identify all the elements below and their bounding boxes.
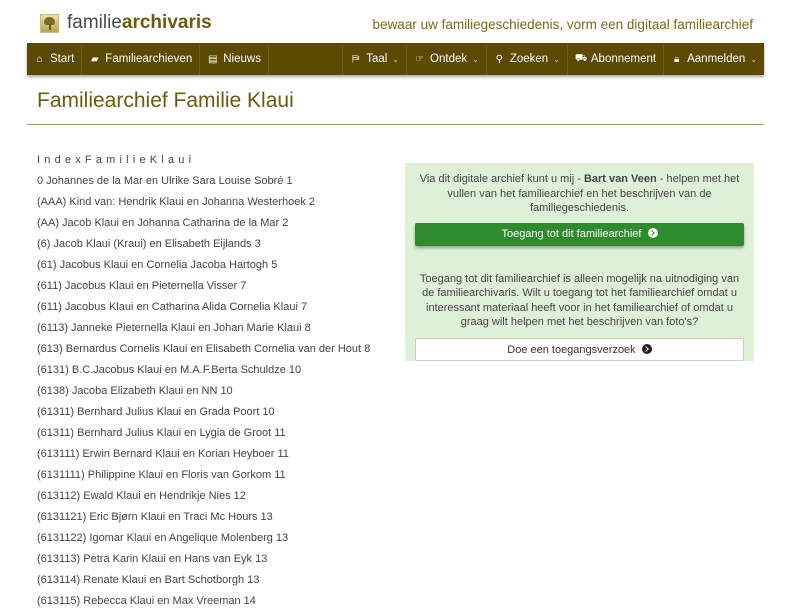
nav-item-label: Zoeken [509,53,549,65]
index-link[interactable]: (6131111) Philippine Klaui en Floris van Gorkom 11 [37,469,286,481]
language-icon: ⛿ [352,53,360,65]
chevron-down-icon: ⌄ [553,54,560,64]
chevron-down-icon: ⌄ [750,54,757,64]
index-link[interactable]: (6) Jacob Klaui (Kraui) en Elisabeth Eijlands 3 [37,238,261,250]
nav-left [27,43,269,75]
request-access-button[interactable]: Doe een toegangsverzoek [415,338,744,361]
chevron-down-icon: ⌄ [392,54,400,64]
nav-item-label: Taal [366,53,388,65]
index-link[interactable]: (61311) Bernhard Julius Klaui en Grada Poort 10 [37,406,275,418]
newspaper-icon: ▤ [208,53,218,65]
home-icon: ⌂ [36,53,43,65]
archivist-name: Bart van Veen [583,173,657,185]
index-link[interactable]: (6113) Janneke Pieternella Klaui en Johan Marie Klaui 8 [37,322,311,334]
index-link[interactable]: (613111) Erwin Bernard Klaui en Korian Heyboer 11 [37,448,289,460]
index-link[interactable]: (613114) Renate Klaui en Bart Schotborgh 13 [37,574,260,586]
book-icon: ▰ [90,53,99,65]
nav-item-zoeken[interactable] [486,43,567,75]
index-link[interactable]: (AAA) Kind van: Hendrik Klaui en Johanna Westerhoek 2 [37,196,316,208]
top-bar [0,0,800,43]
nav-item-label: Nieuws [223,53,261,65]
archivist-intro-text: Via dit digitale archief kunt u mij - Bart van Veen - helpen met het vullen van het familiearchief en het beschrijven van de familiegeschiedenis. [419,173,740,214]
index-link[interactable]: (613) Bernardus Cornelis Klaui en Elisabeth Cornelia van der Hout 8 [37,343,371,355]
nav-item-start[interactable] [27,43,82,75]
nav-item-abonnement[interactable] [567,43,663,75]
index-link[interactable]: (613113) Petra Karin Klaui en Hans van Eyk 13 [37,553,268,565]
nav-item-taal[interactable] [342,43,406,75]
nav-item-label: Abonnement [590,53,657,65]
index-link[interactable]: (613115) Rebecca Klaui en Max Vreeman 14 [37,595,256,607]
index-heading: IndexFamilieKlaui [37,154,196,166]
lock-icon: 🔒︎ [673,53,680,65]
title-divider [27,124,764,125]
nav-item-nieuws[interactable] [200,43,269,75]
nav-item-aanmelden[interactable] [663,43,764,75]
nav-item-ontdek[interactable] [406,43,486,75]
chevron-circle-right-icon [642,344,652,354]
logo[interactable] [40,12,212,34]
index-link[interactable]: (613112) Ewald Klaui en Hendrikje Nies 12 [37,490,246,502]
search-icon: ⚲ [495,53,503,65]
index-items [37,175,397,616]
index-link[interactable]: (6131122) Igomar Klaui en Angelique Molenberg 13 [37,532,289,544]
nav-item-label: Familiearchieven [105,53,193,65]
index-link[interactable]: 0 Johannes de la Mar en Ulrike Sara Louise Sobré 1 [37,175,293,187]
family-index [37,154,397,616]
chevron-down-icon: ⌄ [472,54,479,64]
access-request-text: Toegang tot dit familiearchief is alleen mogelijk na uitnodiging van de familiearchivaris. Wilt u toegang tot het familiearchief omdat u interessant materiaal heeft voor in het familiearchief of omdat u graag wilt helpen met het beschrijven van foto's? [419,272,740,328]
access-archive-button[interactable]: Toegang tot dit familiearchief [415,223,744,246]
nav-item-label: Aanmelden [687,53,746,65]
nav-item-label: Ontdek [430,53,468,65]
nav-item-label: Start [50,53,75,65]
index-link[interactable]: (611) Jacobus Klaui en Catharina Alida Cornelia Klaui 7 [37,301,308,313]
tree-logo-icon [40,14,59,33]
access-info-panel [405,163,754,361]
index-link[interactable]: (61311) Bernhard Julius Klaui en Lygia de Groot 11 [37,427,286,439]
nav-item-familiearchieven[interactable] [82,43,200,75]
nav-right [342,43,764,75]
index-link[interactable]: (6138) Jacoba Elizabeth Klaui en NN 10 [37,385,233,397]
page-title: Familiearchief Familie Klaui [37,89,294,112]
index-link[interactable]: (611) Jacobus Klaui en Pieternella Visser 7 [37,280,247,292]
cart-icon: ⛟ [574,52,588,64]
logo-text: familiearchivaris [67,12,212,33]
main-navbar [27,43,764,75]
index-link[interactable]: (AA) Jacob Klaui en Johanna Catharina de la Mar 2 [37,217,289,229]
hand-pointer-icon: ☞ [415,53,425,65]
index-link[interactable]: (6131121) Eric Bjørn Klaui en Traci Mc Hours 13 [37,511,273,523]
tagline: bewaar uw familiegeschiedenis, vorm een digitaal familiearchief [372,17,753,32]
chevron-circle-right-icon [648,228,658,238]
index-link[interactable]: (6131) B.C.Jacobus Klaui en M.A.F.Berta Schuldze 10 [37,364,302,376]
index-link[interactable]: (61) Jacobus Klaui en Cornelia Jacoba Hartogh 5 [37,259,278,271]
